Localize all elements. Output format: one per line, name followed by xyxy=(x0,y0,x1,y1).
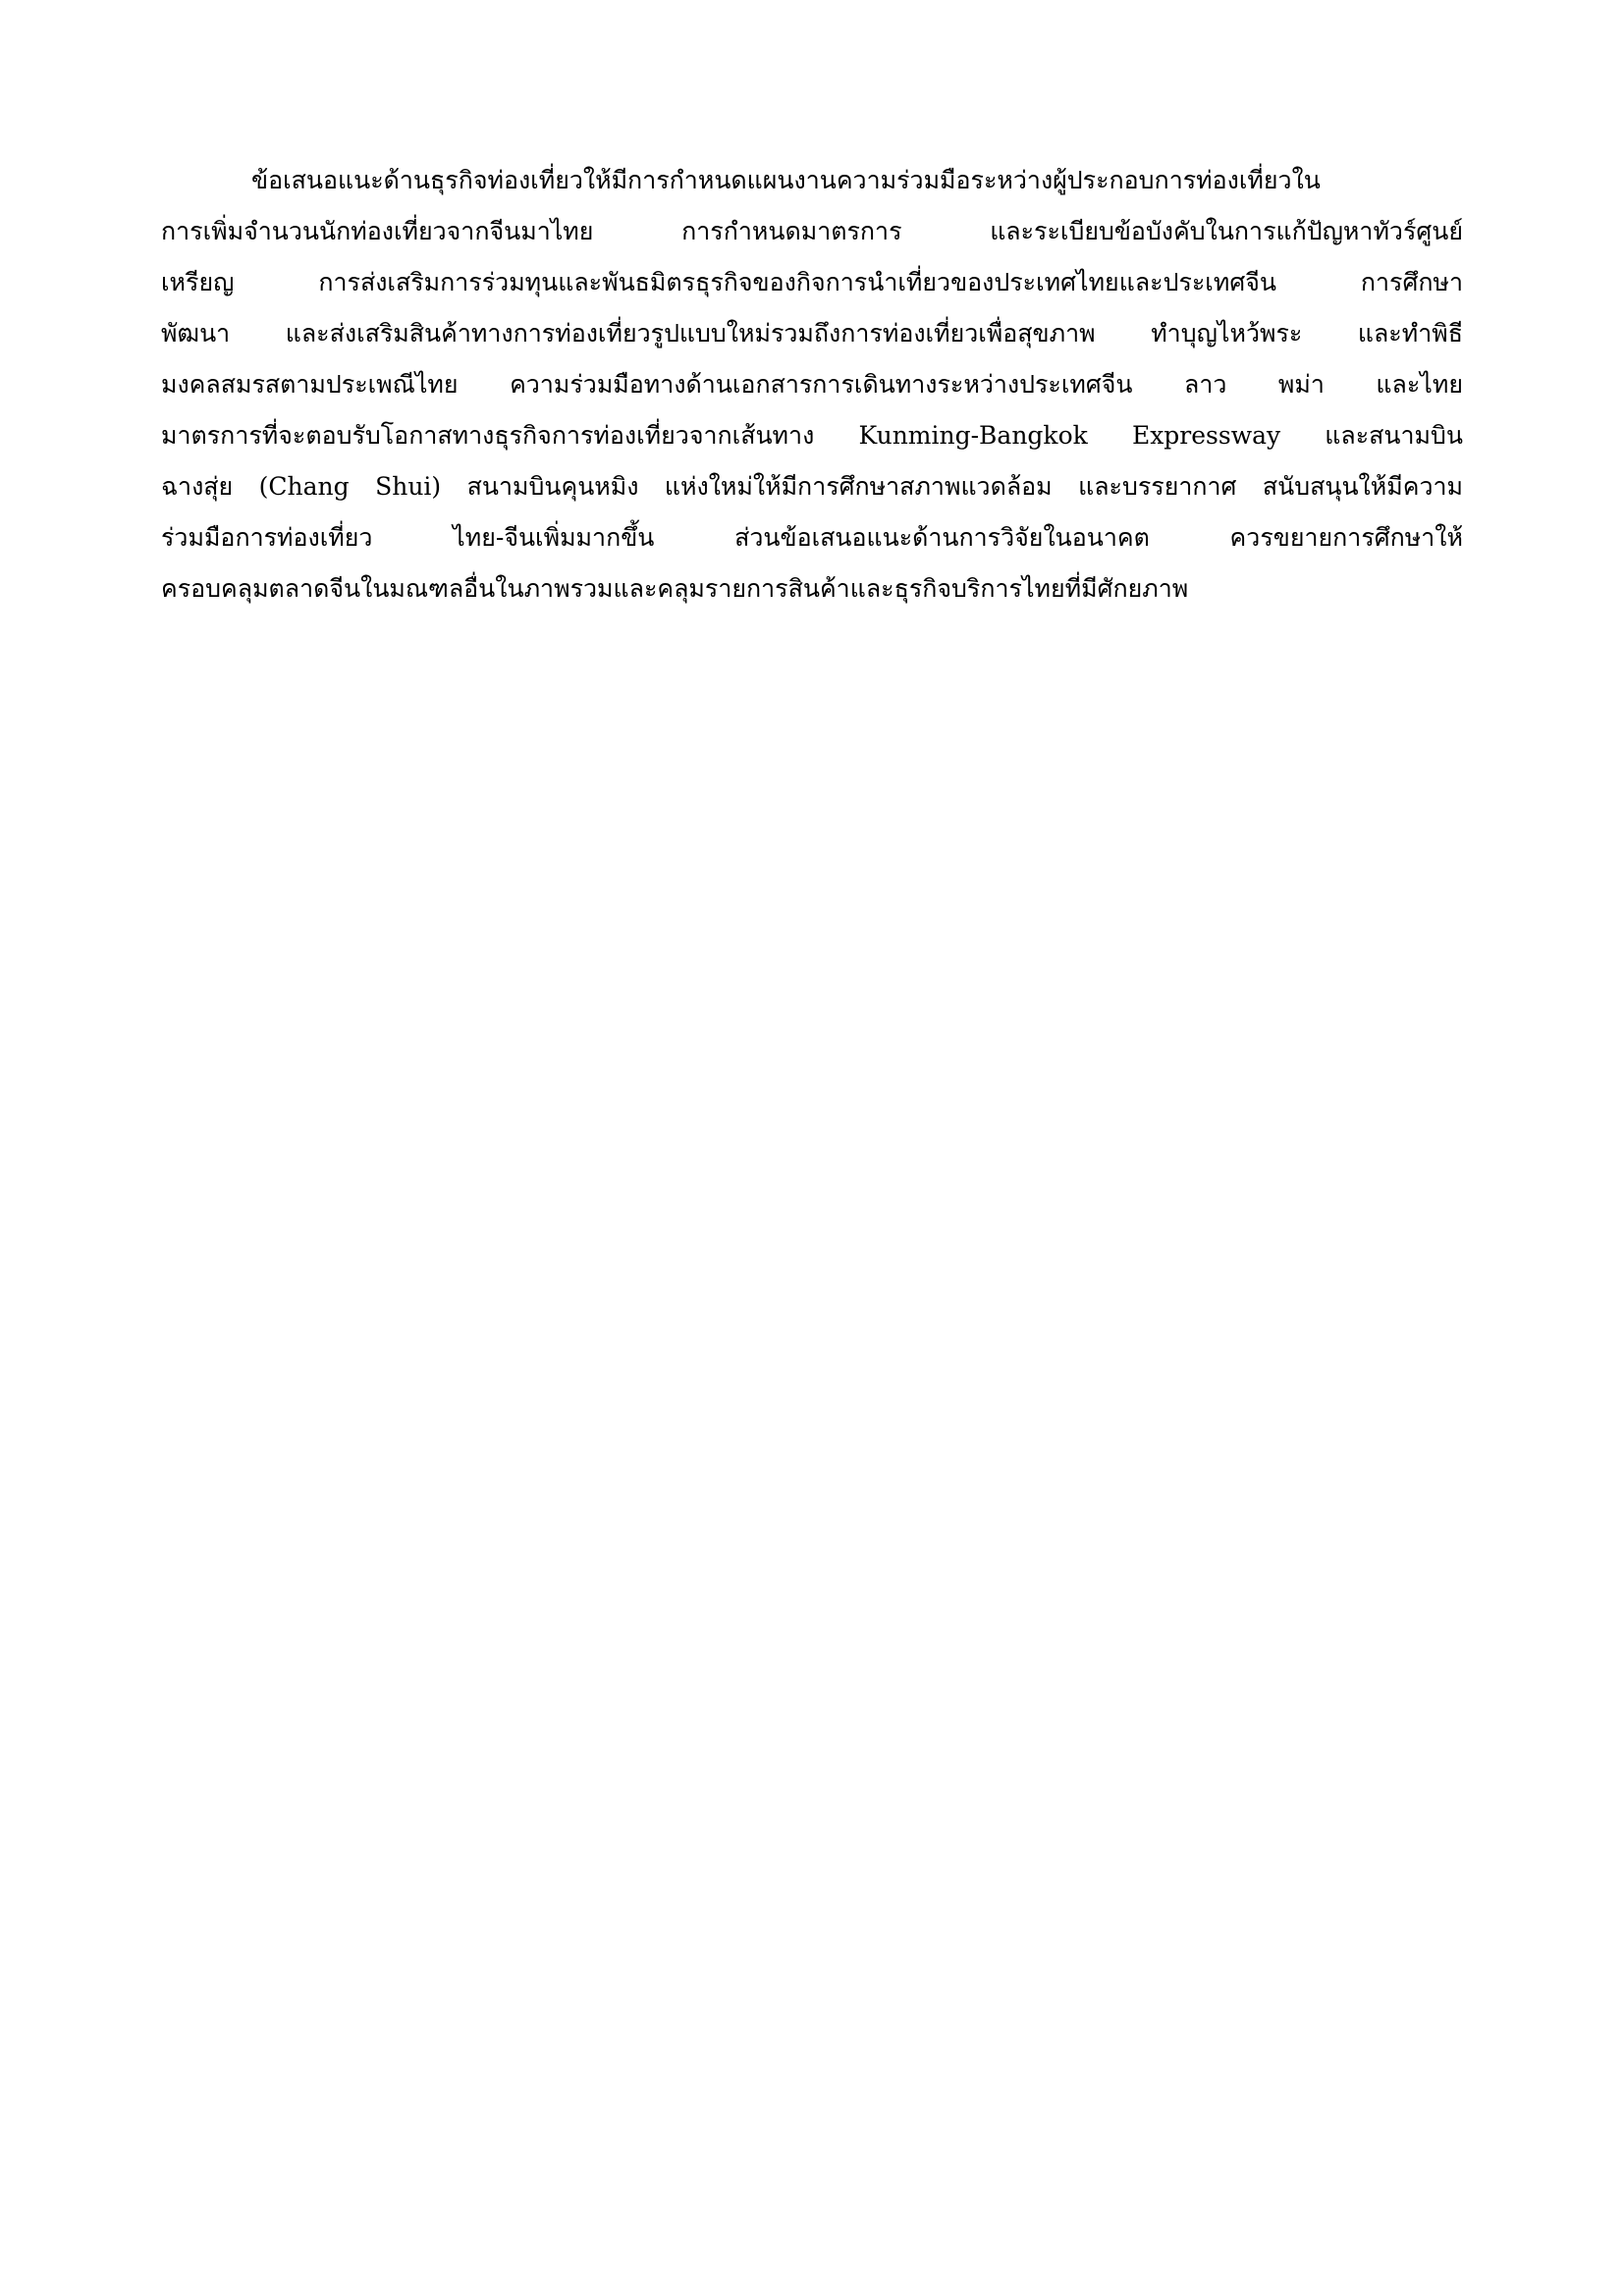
paragraph-line: ฉางสุ่ย (Chang Shui) สนามบินคุนหมิง แห่งใหม่ให้มีการศึกษาสภาพแวดล้อม และบรรยากาศ สนับสนุนให้มีความ xyxy=(161,472,1463,501)
paragraph-line: มาตรการที่จะตอบรับโอกาสทางธุรกิจการท่องเที่ยวจากเส้นทาง Kunming-Bangkok Expressway และสนามบิน xyxy=(161,421,1463,450)
paragraph-line: การเพิ่มจำนวนนักท่องเที่ยวจากจีนมาไทย การกำหนดมาตรการ และระเบียบข้อบังคับในการแก้ปัญหาทัวร์ศูนย์ xyxy=(161,217,1463,245)
paragraph-line: เหรียญ การส่งเสริมการร่วมทุนและพันธมิตรธุรกิจของกิจการนำเที่ยวของประเทศไทยและประเทศจีน การศึกษา xyxy=(161,268,1463,296)
body-paragraph xyxy=(161,155,1463,614)
paragraph-line: มงคลสมรสตามประเพณีไทย ความร่วมมือทางด้านเอกสารการเดินทางระหว่างประเทศจีน ลาว พม่า และไทย xyxy=(161,370,1463,399)
paragraph-line: ข้อเสนอแนะด้านธุรกิจท่องเที่ยวให้มีการกำหนดแผนงานความร่วมมือระหว่างผู้ประกอบการท่องเที่ยวใน xyxy=(251,166,1321,194)
paragraph-line: พัฒนา และส่งเสริมสินค้าทางการท่องเที่ยวรูปแบบใหม่รวมถึงการท่องเที่ยวเพื่อสุขภาพ ทำบุญไหว้พระ และทำพิธี xyxy=(161,319,1463,347)
paragraph-line: ร่วมมือการท่องเที่ยว ไทย-จีนเพิ่มมากขึ้น ส่วนข้อเสนอแนะด้านการวิจัยในอนาคต ควรขยายการศึกษาให้ xyxy=(161,523,1463,552)
paragraph-line: ครอบคลุมตลาดจีนในมณฑลอื่นในภาพรวมและคลุมรายการสินค้าและธุรกิจบริการไทยที่มีศักยภาพ xyxy=(161,574,1189,603)
